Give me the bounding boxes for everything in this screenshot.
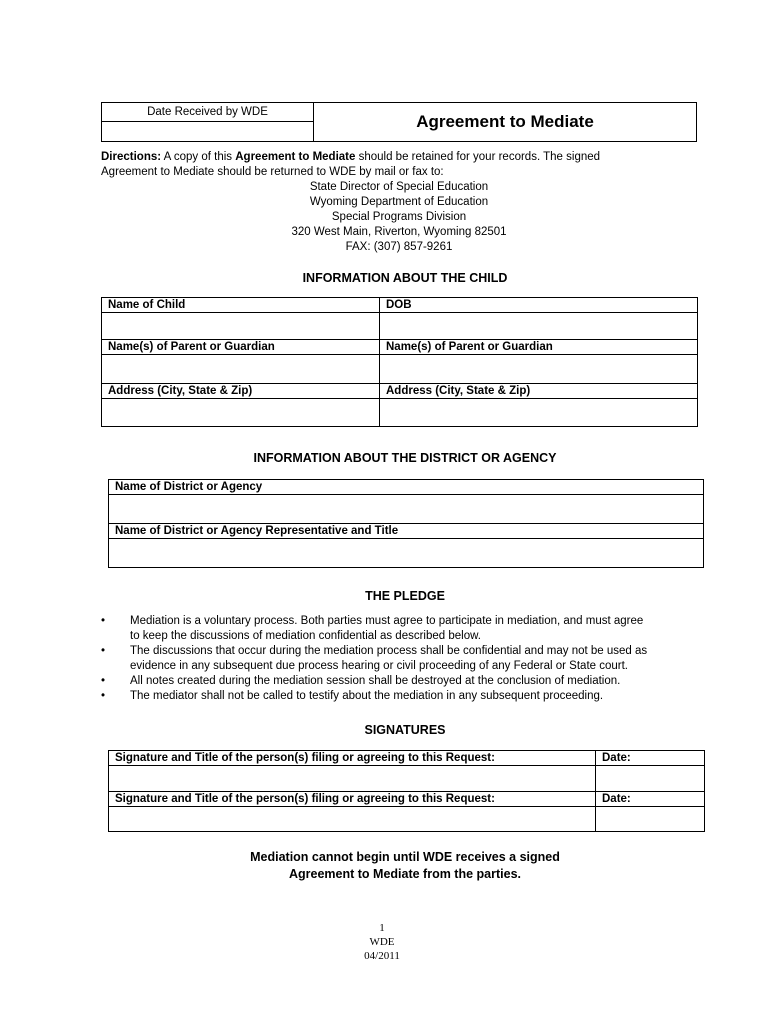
parent-2-field[interactable] [380,355,698,384]
child-section-title: INFORMATION ABOUT THE CHILD [302,271,508,285]
pledge-item [101,644,711,674]
directions-line-1 [101,150,701,165]
directions [101,150,701,180]
pledge-item-line: The mediator shall not be called to testify about the mediation in any subsequent proceeding. [130,690,604,702]
pledge-item [101,674,711,689]
directions-label: Directions: [101,151,162,163]
signatures-title: SIGNATURES [364,723,446,737]
dob-field[interactable] [380,313,698,340]
signature-1-field[interactable] [109,766,596,792]
date-2-label: Date: [596,792,705,807]
date-received-label: Date Received by WDE [102,103,313,122]
district-representative-field[interactable] [109,539,704,568]
date-1-field[interactable] [596,766,705,792]
directions-line-2: Agreement to Mediate should be returned to WDE by mail or fax to: [101,166,444,178]
district-name-label: Name of District or Agency [109,480,704,495]
address-line: 320 West Main, Riverton, Wyoming 82501 [291,226,507,238]
fax-line: FAX: (307) 857-9261 [345,241,453,253]
address-1-label: Address (City, State & Zip) [102,384,380,399]
pledge-item [101,689,711,704]
form-title: Agreement to Mediate [416,112,594,131]
name-of-child-label: Name of Child [102,298,380,313]
address-line: State Director of Special Education [309,181,489,193]
district-name-field[interactable] [109,495,704,524]
address-2-label: Address (City, State & Zip) [380,384,698,399]
bullet-icon: • [101,645,106,657]
dob-label: DOB [380,298,698,313]
parent-1-label: Name(s) of Parent or Guardian [102,340,380,355]
address-2-field[interactable] [380,399,698,427]
page-number: 1 [379,922,385,934]
date-received-box [102,103,314,141]
address-line: Wyoming Department of Education [309,196,489,208]
district-info-table [108,479,704,568]
pledge-item-line: to keep the discussions of mediation confidential as described below. [130,630,481,642]
directions-text-b: should be retained for your records. The signed [358,151,601,163]
page-footer [101,921,663,963]
date-1-label: Date: [596,751,705,766]
date-2-field[interactable] [596,807,705,832]
closing-note-line-1: Mediation cannot begin until WDE receives a signed [250,850,560,864]
closing-note-line-2: Agreement to Mediate from the parties. [289,867,521,881]
pledge-item-line: The discussions that occur during the mediation process shall be confidential and may not be used as [130,645,648,657]
address-line: Special Programs Division [331,211,467,223]
district-representative-label: Name of District or Agency Representative and Title [109,524,704,539]
signatures-table [108,750,705,832]
signature-2-label: Signature and Title of the person(s) filing or agreeing to this Request: [109,792,596,807]
signature-2-field[interactable] [109,807,596,832]
name-of-child-field[interactable] [102,313,380,340]
pledge-item-line: Mediation is a voluntary process. Both parties must agree to participate in mediation, and must agree [130,615,644,627]
signature-1-label: Signature and Title of the person(s) filing or agreeing to this Request: [109,751,596,766]
footer-org: WDE [369,936,395,948]
pledge-item-line: evidence in any subsequent due process hearing or civil proceeding of any Federal or State court. [130,660,628,672]
directions-bold-title: Agreement to Mediate [235,151,356,163]
bullet-icon: • [101,675,106,687]
closing-note [101,849,709,883]
bullet-icon: • [101,615,106,627]
district-section-title: INFORMATION ABOUT THE DISTRICT OR AGENCY [253,451,557,465]
parent-1-field[interactable] [102,355,380,384]
pledge-list [101,614,711,704]
address-1-field[interactable] [102,399,380,427]
bullet-icon: • [101,690,106,702]
child-info-table [101,297,698,427]
footer-date: 04/2011 [364,950,400,962]
pledge-title: THE PLEDGE [365,589,445,603]
directions-text-a: A copy of this [163,151,233,163]
parent-2-label: Name(s) of Parent or Guardian [380,340,698,355]
date-received-field[interactable] [102,122,313,141]
pledge-item [101,614,711,644]
pledge-item-line: All notes created during the mediation session shall be destroyed at the conclusion of mediation. [130,675,621,687]
header-box [101,102,697,142]
mailing-address [101,180,697,255]
